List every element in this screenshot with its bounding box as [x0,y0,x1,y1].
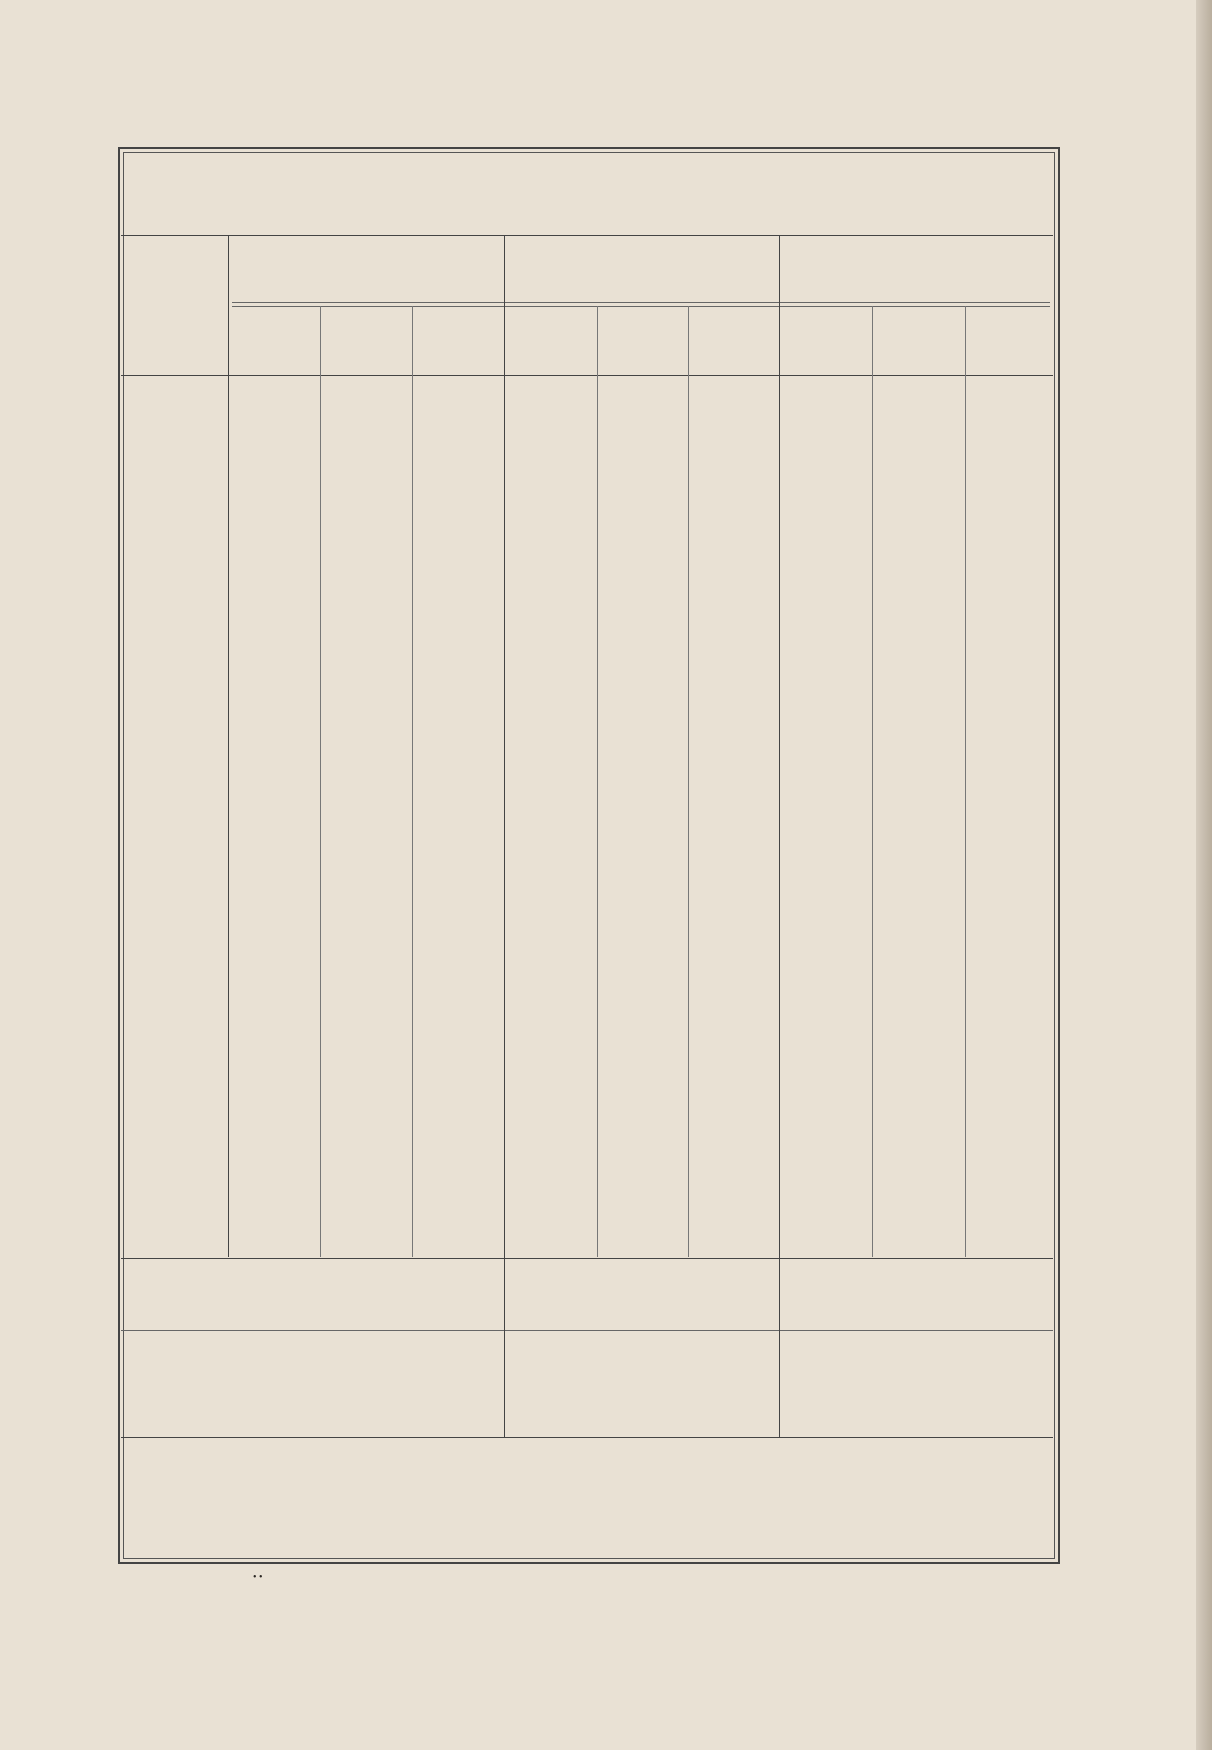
rule-mensal [121,1330,1053,1331]
rule-col [320,306,321,1257]
rule-month-a [232,302,1050,303]
rule-medias [121,1258,1053,1259]
page-edge [1196,0,1212,1750]
rule-header [121,375,1053,376]
rule-col [872,306,873,1257]
rule-title [121,235,1053,236]
rule-feb-mar [779,235,780,1437]
rule-daycol [228,235,229,1257]
rule-col [688,306,689,1257]
table-frame [118,147,1060,1564]
page-specks: • • [253,1572,263,1583]
rule-col [412,306,413,1257]
rule-extremes [121,1437,1053,1438]
rule-month-b [232,306,1050,307]
rule-col [965,306,966,1257]
rule-col [597,306,598,1257]
rule-jan-feb [504,235,505,1437]
